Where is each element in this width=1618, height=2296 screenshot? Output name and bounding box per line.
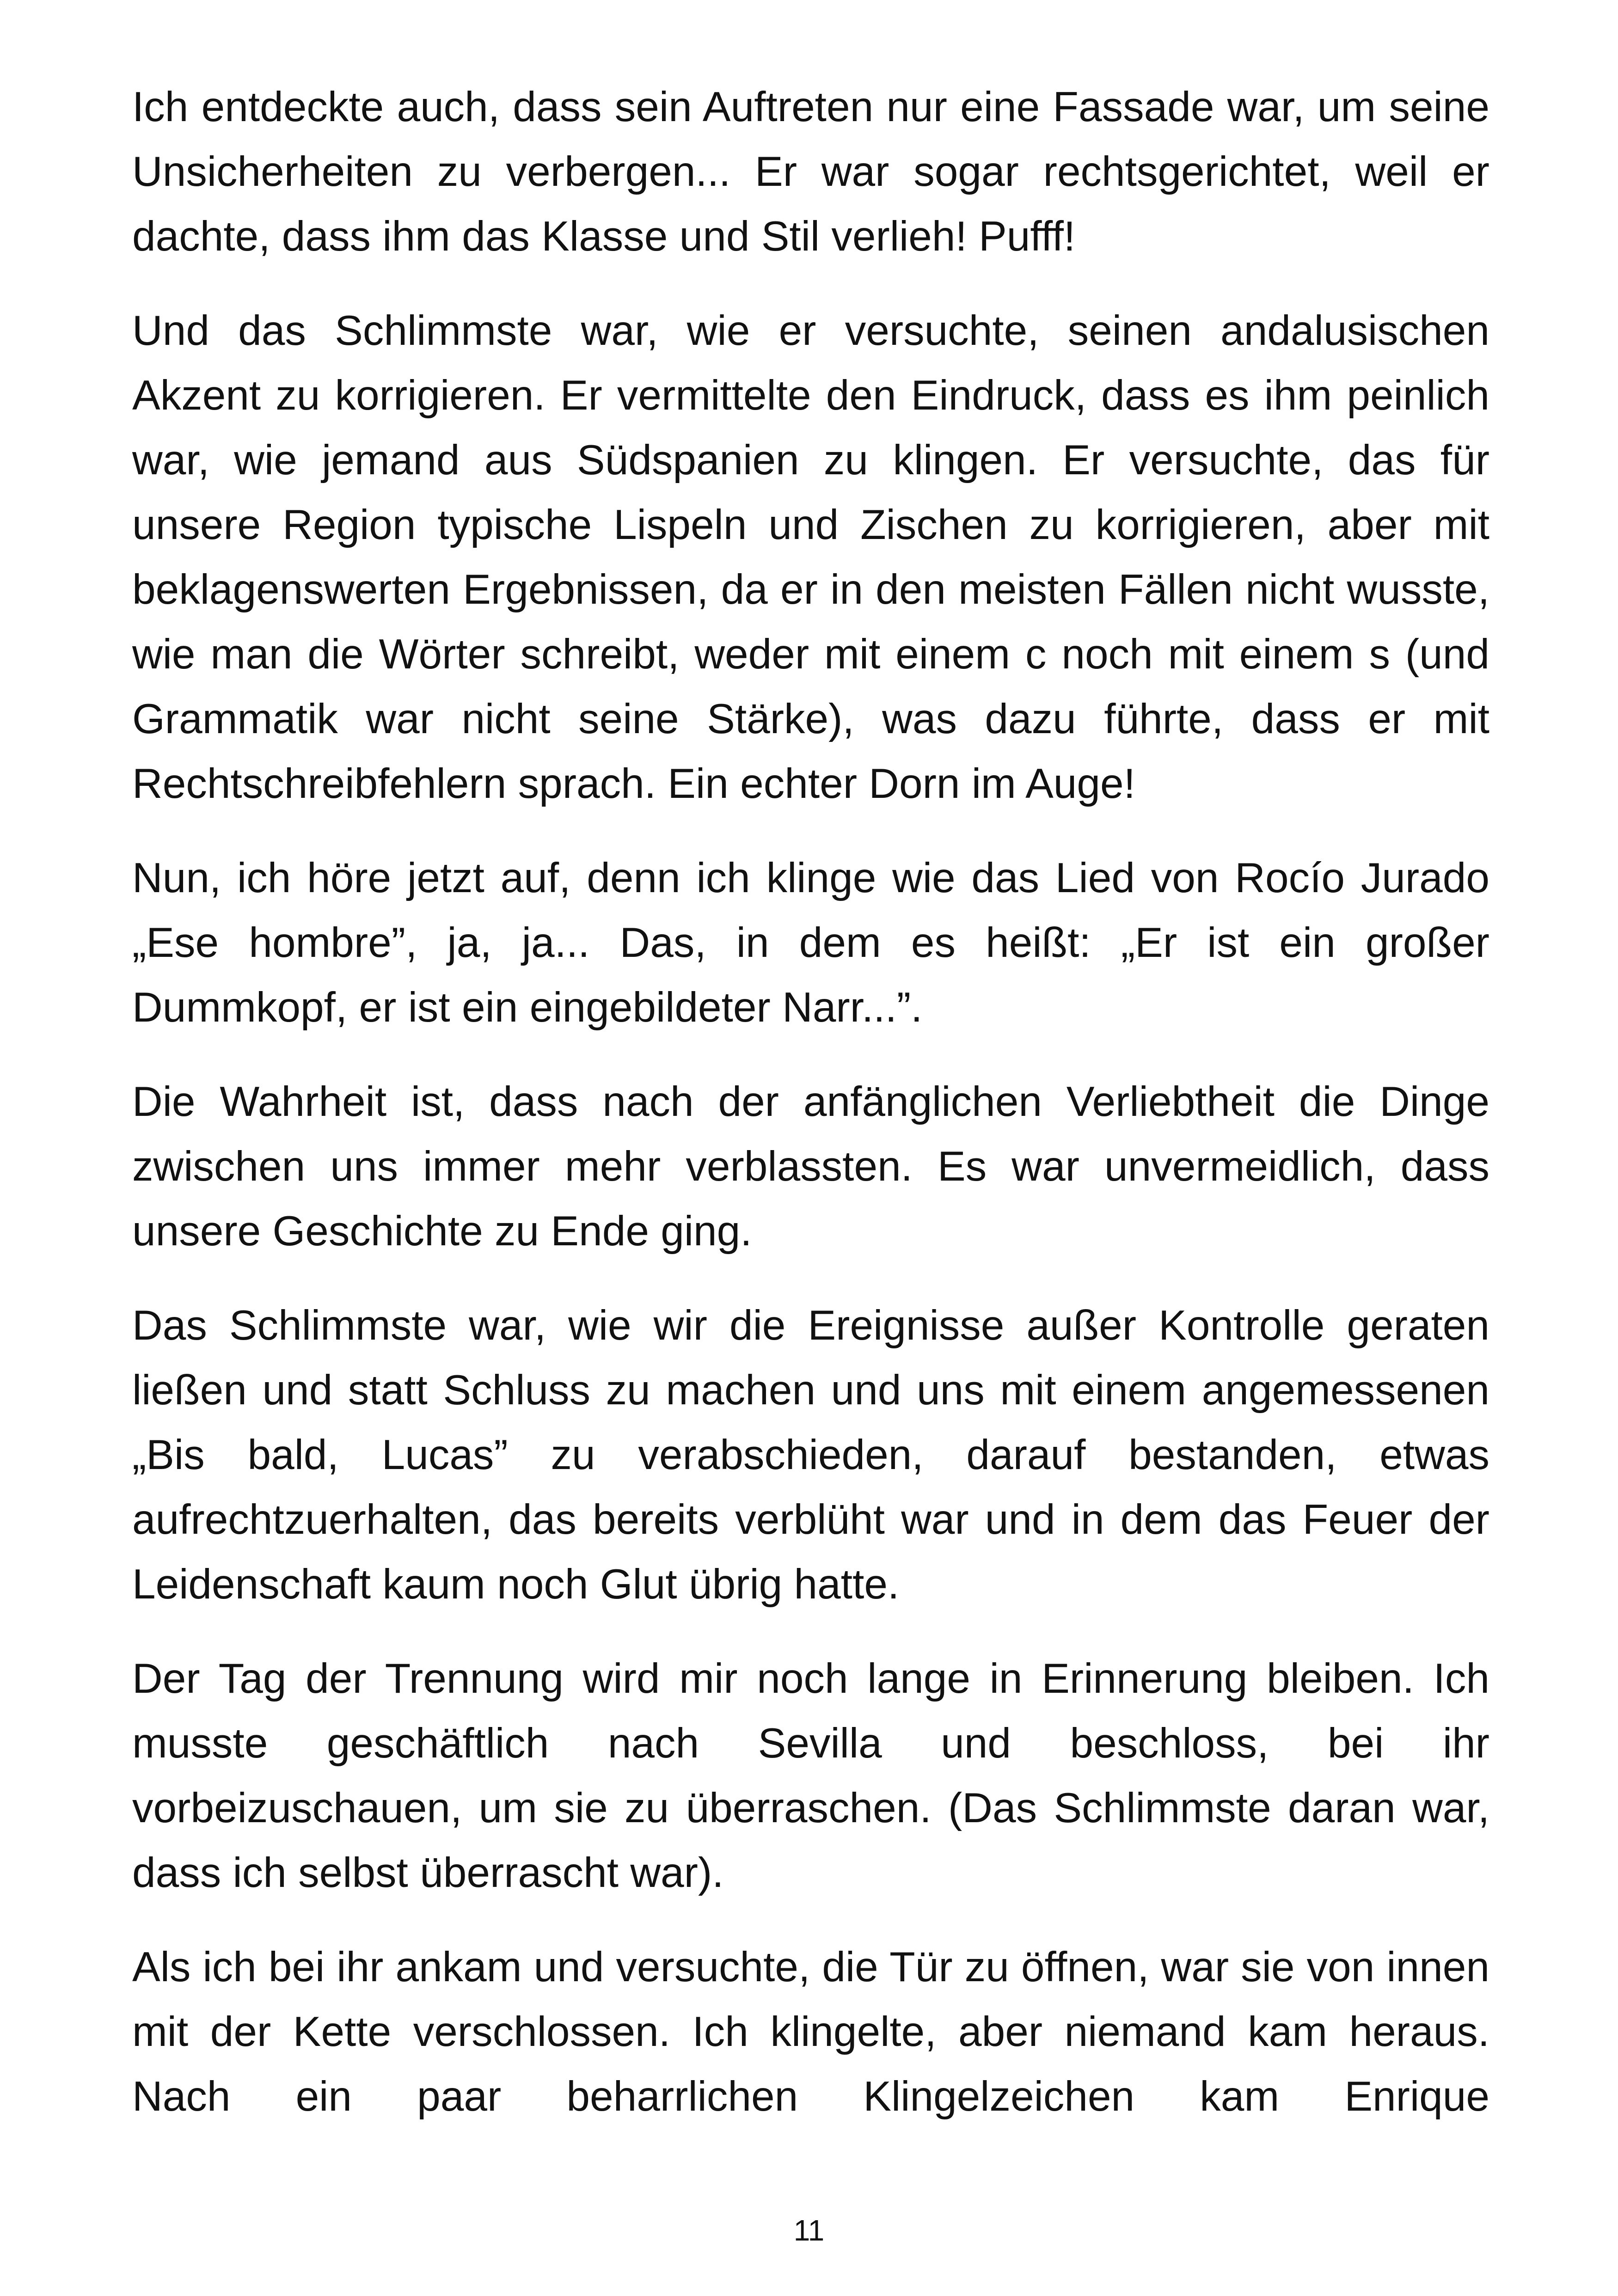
paragraph-2: Und das Schlimmste war, wie er versuchte, seinen andalusischen Akzent zu korrigieren. Er vermittelte den Eindruck, dass es ihm peinlich war, wie jemand aus Südspanien zu klingen. Er versuchte, das für unsere Region typische Lispeln und Zischen zu korrigieren, aber mit beklagenswerten Ergebnissen, da er in den meisten Fällen nicht wusste, wie man die Wörter schreibt, weder mit einem c noch mit einem s (und Grammatik war nicht seine Stärke), was dazu führte, dass er mit Rechtschreibfehlern sprach. Ein echter Dorn im Auge!: [132, 307, 1489, 807]
page-number: 11: [793, 2214, 825, 2247]
paragraph-4: Die Wahrheit ist, dass nach der anfänglichen Verliebtheit die Dinge zwischen uns immer mehr verblassten. Es war unvermeidlich, dass unsere Geschichte zu Ende ging.: [132, 1078, 1489, 1255]
paragraph-1: Ich entdeckte auch, dass sein Auftreten nur eine Fassade war, um seine Unsicherheiten zu verbergen... Er war sogar rechtsgerichtet, weil er dachte, dass ihm das Klasse und Stil verlieh! Pufff!: [132, 84, 1489, 260]
paragraph-3: Nun, ich höre jetzt auf, denn ich klinge wie das Lied von Rocío Jurado „Ese hombre”, ja, ja... Das, in dem es heißt: „Er ist ein großer Dummkopf, er ist ein eingebildeter Narr...”.: [132, 855, 1489, 1031]
paragraph-6: Der Tag der Trennung wird mir noch lange in Erinnerung bleiben. Ich musste geschäftlich nach Sevilla und beschloss, bei ihr vorbeizuschauen, um sie zu überraschen. (Das Schlimmste daran war, dass ich selbst überrascht war).: [132, 1655, 1489, 1896]
body-text: [132, 75, 1489, 2159]
paragraph-5: Das Schlimmste war, wie wir die Ereignisse außer Kontrolle geraten ließen und statt Schluss zu machen und uns mit einem angemessenen „Bis bald, Lucas” zu verabschieden, darauf bestanden, etwas aufrechtzuerhalten, das bereits verblüht war und in dem das Feuer der Leidenschaft kaum noch Glut übrig hatte.: [132, 1302, 1489, 1608]
paragraph-7: Als ich bei ihr ankam und versuchte, die Tür zu öffnen, war sie von innen mit der Kette verschlossen. Ich klingelte, aber niemand kam heraus. Nach ein paar beharrlichen Klingelzeichen kam Enrique: [132, 1944, 1489, 2120]
